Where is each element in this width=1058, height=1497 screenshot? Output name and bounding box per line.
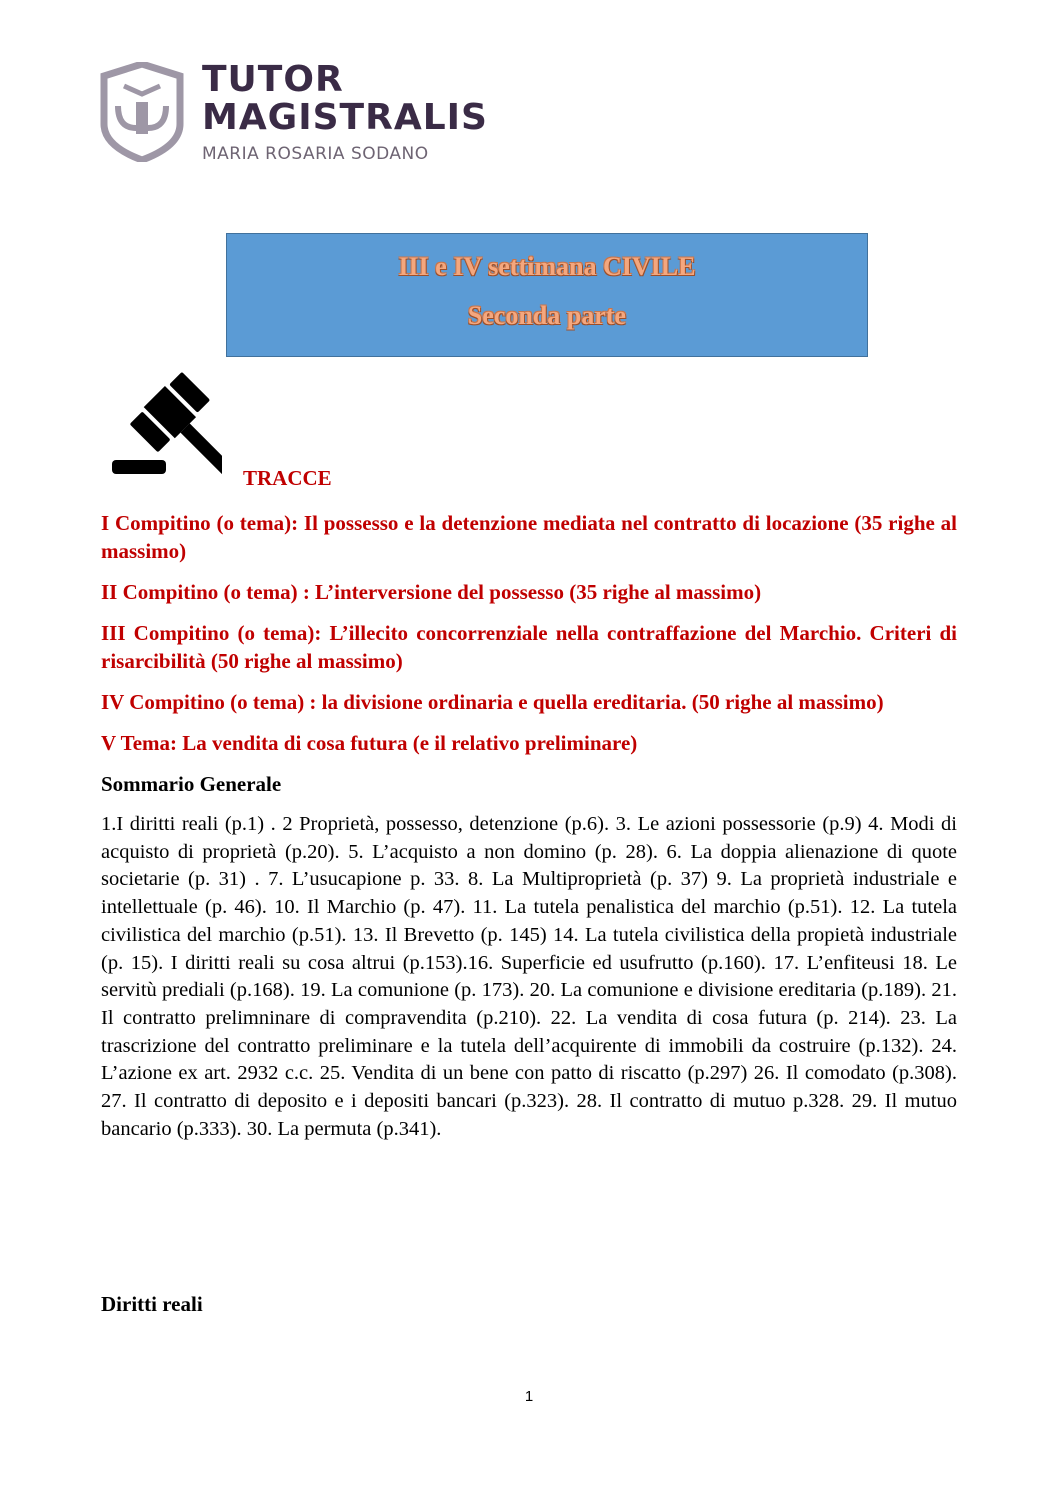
shield-logo-icon	[100, 62, 184, 162]
page-number: 1	[524, 1388, 534, 1405]
assignment-item: II Compitino (o tema) : L’interversione del possesso (35 righe al massimo)	[101, 580, 762, 604]
assignment-item: III Compitino (o tema): L’illecito concorrenziale nella contraffazione del Marchio. Criteri di risarcibilità (50 righe al massimo)	[101, 621, 957, 673]
document-body	[101, 509, 957, 1143]
title-line-1: III e IV settimana CIVILE	[398, 252, 696, 281]
logo	[100, 59, 500, 172]
tracce-heading: TRACCE	[243, 466, 332, 490]
title-line-2: Seconda parte	[467, 301, 627, 330]
logo-title-line-2: MAGISTRALIS	[202, 97, 488, 138]
assignment-item: IV Compitino (o tema) : la divisione ordinaria e quella ereditaria. (50 righe al massimo)	[101, 690, 884, 714]
section-heading-diritti-reali: Diritti reali	[101, 1292, 203, 1316]
summary-text: 1.I diritti reali (p.1) . 2 Proprietà, possesso, detenzione (p.6). 3. Le azioni possessorie (p.9) 4. Modi di acquisto di proprietà (p.20). 5. L’acquisto a non domino (p. 28). 6. La doppia alienazione di quote societarie (p. 31) . 7. L’usucapione p. 33. 8. La Multiproprietà (p. 37) 9. La proprietà industriale e intellettuale (p. 46). 10. Il Marchio (p. 47). 11. La tutela penalistica del marchio (p.51). 12. La tutela civilistica del marchio (p.51). 13. Il Brevetto (p. 145) 14. La tutela civilistica della propietà industriale (p. 15). I diritti reali su cosa altrui (p.153).16. Superficie ed usufrutto (p.160). 17. L’enfiteusi 18. Le servitù prediali (p.168). 19. La comunione (p. 173). 20. La comunione e divisione ereditaria (p.189). 21. Il contratto prelimninare di compravendita (p.210). 22. La vendita di cosa futura (p. 214). 23. La trascrizione del contratto preliminare e la tutela dell’acquirente di immobili da costruire (p.132). 24. L’azione ex art. 2932 c.c. 25. Vendita di un bene con patto di riscatto (p.297) 26. Il comodato (p.308). 27. Il contratto di deposito e i depositi bancari (p.323). 28. Il contratto di mutuo p.328. 29. Il mutuo bancario (p.333). 30. La permuta (p.341).	[101, 813, 957, 1140]
logo-subtitle: MARIA ROSARIA SODANO	[202, 144, 429, 164]
assignment-item: I Compitino (o tema): Il possesso e la detenzione mediata nel contratto di locazione (35 righe al massimo)	[101, 511, 957, 563]
logo-title-line-1: TUTOR	[202, 59, 344, 100]
summary-heading: Sommario Generale	[101, 772, 282, 796]
title-box	[226, 233, 868, 357]
gavel-icon	[110, 368, 222, 476]
assignment-item: V Tema: La vendita di cosa futura (e il relativo preliminare)	[101, 731, 638, 755]
